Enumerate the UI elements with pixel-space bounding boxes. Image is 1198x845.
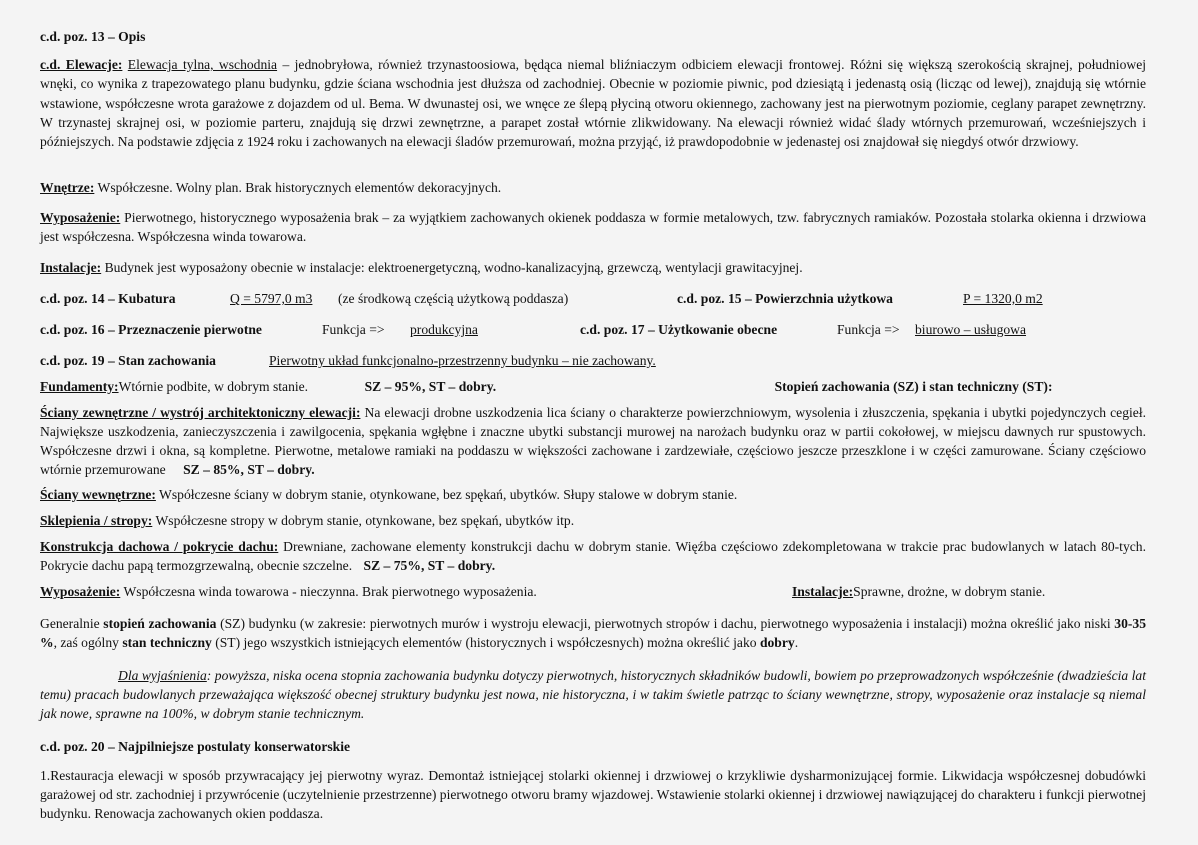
- wyposazenie2-label: Wyposażenie:: [40, 584, 121, 599]
- instalacje-text: Budynek jest wyposażony obecnie w instalacje: elektroenergetyczną, wodno-kanalizacyjną, grzewczą, wentylacji grawitacyjnej.: [101, 260, 803, 275]
- sciany-wewnetrzne-text: Współczesne ściany w dobrym stanie, otynkowane, bez spękań, ubytków. Słupy stalowe w dobrym stanie.: [155, 487, 738, 502]
- poz16-17-row: [40, 320, 1146, 339]
- dach-paragraph: [40, 537, 1146, 575]
- elewacje-label: c.d. Elewacje:: [40, 57, 123, 72]
- poz17-label: c.d. poz. 17 – Użytkowanie obecne: [580, 322, 778, 337]
- sciany-wewnetrzne-paragraph: [40, 485, 1146, 504]
- sklepienia-text: Współczesne stropy w dobrym stanie, otynkowane, bez spękań, ubytków itp.: [152, 513, 575, 528]
- elewacje-text: – jednobryłowa, również trzynastoosiowa, będąca niemal bliźniaczym odbiciem elewacji frontowej. Różni się większą szerokością skrajnej, południowej wnęki, co wynika z trapezowatego planu budynku, gdzie ściana wschodnia jest dłuższa od zachodniej. Obecnie w poziomie piwnic, pod dziesiątą i jedenastą osią (licząc od lewej), znajdują się wtórnie wstawione, współczesne wrota garażowe z dojazdem od ul. Bema. W dwunastej osi, we wnęce ze ślepą płyciną otworu okiennego, zachowany jest na pierwotnym poziomie, ceglany parapet zewnętrzny. W trzynastej skrajnej osi, w poziomie parteru, znajdują się drzwi zewnętrzne, a parapet został wtórnie zlikwidowany. Na elewacji również widać ślady wtórnych przemurowań, wcześniejszych i późniejszych. Na podstawie zdjęcia z 1924 roku i zachowanych na elewacji śladów przemurowań, można przyjąć, iż prawdopodobnie w jedenastej osi znajdował się niegdyś otwór drzwiowy.: [40, 57, 1147, 150]
- wyjasnienie-label: Dla wyjaśnienia: [118, 668, 207, 683]
- generalnie-b3: stan techniczny: [122, 635, 212, 650]
- poz15-label: c.d. poz. 15 – Powierzchnia użytkowa: [677, 291, 893, 306]
- generalnie-t3: , zaś ogólny: [53, 635, 123, 650]
- sciany-zewnetrzne-label: Ściany zewnętrzne / wystrój architektoniczny elewacji:: [40, 405, 361, 420]
- sciany-zewnetrzne-paragraph: [40, 403, 1146, 479]
- fundamenty-row: [40, 377, 1146, 396]
- wyposazenie2-block: [40, 582, 792, 601]
- poz16-value: produkcyjna: [410, 322, 478, 337]
- poz20-paragraph: 1.Restauracja elewacji w sposób przywracający jej pierwotny wyraz. Demontaż istniejącej stolarki okiennej i drzwiowej o krzykliwie dysharmonizującej formie. Likwidacja współczesnej dobudówki garażowej od str. zachodniej i przywrócenie (uczytelnienie przestrzenne) pierwotnego otworu bramy wjazdowej. Wstawienie stolarki okiennej i drzwiowej nawiązującej do charakteru i funkcji pierwotnej budynku. Renowacja zachowanych okien poddasza.: [40, 768, 1146, 821]
- elewacje-paragraph: [40, 55, 1146, 151]
- poz20-title: c.d. poz. 20 – Najpilniejsze postulaty konserwatorskie: [40, 739, 351, 754]
- generalnie-b1: stopień zachowania: [103, 616, 217, 631]
- wyposazenie-label: Wyposażenie:: [40, 210, 121, 225]
- sciany-zewnetrzne-rating: SZ – 85%, ST – dobry.: [183, 462, 315, 477]
- generalnie-t4: (ST) jego wszystkich istniejących elementów (historycznych i współczesnych) można określić jako: [211, 635, 760, 650]
- wyjasnienie-paragraph: [40, 666, 1146, 723]
- generalnie-paragraph: [40, 614, 1146, 652]
- section-title: c.d. poz. 13 – Opis: [40, 29, 146, 44]
- wnetrze-text: Współczesne. Wolny plan. Brak historycznych elementów dekoracyjnych.: [94, 180, 502, 195]
- poz17-value: biurowo – usługowa: [915, 322, 1027, 337]
- generalnie-b4: dobry: [759, 635, 795, 650]
- kubatura-note: (ze środkową częścią użytkową poddasza): [338, 291, 569, 306]
- generalnie-b2: 30-35 %: [40, 616, 1147, 650]
- generalnie-t1: Generalnie: [40, 616, 104, 631]
- wyposazenie-paragraph: [40, 208, 1146, 246]
- sciany-zewnetrzne-text: Na elewacji drobne uszkodzenia lica ściany o charakterze powierzchniowym, wysolenia i złuszczenia, spękania i ubytki pojedynczych cegieł. Największe uszkodzenia, zanieczyszczenia i zawilgocenia, spękania wgłębne i znaczne ubytki substancji murowej na narożach budynku oraz w partii cokołowej, w miejscu dawnych rur spustowych. Współczesne drzwi i okna, są kompletne. Pierwotne, metalowe ramiaki na poddaszu w większości zachowane i zardzewiałe, częściowo jeszcze przeszklone i w części zamurowane. Ściany częściowo wtórnie przemurowane: [40, 405, 1146, 477]
- instalacje-paragraph: [40, 258, 1146, 277]
- poz19-row: [40, 351, 1146, 370]
- instalacje-label: Instalacje:: [40, 260, 102, 275]
- wnetrze-label: Wnętrze:: [40, 180, 95, 195]
- sklepienia-paragraph: [40, 511, 1146, 530]
- poz19-label: c.d. poz. 19 – Stan zachowania: [40, 353, 216, 368]
- generalnie-t5: .: [794, 635, 799, 650]
- powierzchnia-value: P = 1320,0 m2: [963, 291, 1043, 306]
- sklepienia-label: Sklepienia / stropy:: [40, 513, 153, 528]
- dach-rating: SZ – 75%, ST – dobry.: [363, 558, 496, 573]
- elewacje-subject: Elewacja tylna, wschodnia: [127, 57, 278, 72]
- fundamenty-rating: SZ – 95%, ST – dobry.: [364, 379, 497, 394]
- wyposazenie-instalacje-row: [40, 582, 1146, 601]
- instalacje2-text: Sprawne, drożne, w dobrym stanie.: [853, 584, 1046, 599]
- poz17-prefix: Funkcja =>: [837, 322, 900, 337]
- kubatura-value: Q = 5797,0 m3: [230, 291, 313, 306]
- wyposazenie2-text: Współczesna winda towarowa - nieczynna. Brak pierwotnego wyposażenia.: [120, 584, 537, 599]
- dach-text: Drewniane, zachowane elementy konstrukcji dachu w dobrym stanie. Więźba częściowo zdekompletowana w trakcie prac budowlanych w latach 80-tych. Pokrycie dachu papą termozgrzewalną, obecnie szczelne.: [40, 539, 1146, 573]
- poz16-prefix: Funkcja =>: [322, 322, 385, 337]
- generalnie-t2: (SZ) budynku (w zakresie: pierwotnych murów i wystroju elewacji, pierwotnych stropów i dachu, pierwotnego wyposażenia i instalacji) można określić jako niski: [216, 616, 1115, 631]
- fundamenty-label: Fundamenty:: [40, 379, 119, 394]
- poz14-label: c.d. poz. 14 – Kubatura: [40, 291, 176, 306]
- instalacje2-label: Instalacje:: [792, 584, 854, 599]
- wnetrze-paragraph: [40, 178, 1146, 197]
- wyjasnienie-text: : powyższa, niska ocena stopnia zachowania budynku dotyczy pierwotnych, historycznych składników budowli, bowiem po przeprowadzonych współcześnie (dwadzieścia lat temu) pracach budowlanych przeważająca większość obecnej struktury budynku jest nowa, nie historyczna, i w takim świetle patrząc to ściany wewnętrzne, stropy, wyposażenie oraz instalacje są niemal jak nowe, sprawne na 100%, w dobrym stanie technicznym.: [40, 668, 1146, 721]
- poz19-value: Pierwotny układ funkcjonalno-przestrzenny budynku – nie zachowany.: [269, 353, 656, 368]
- poz16-label: c.d. poz. 16 – Przeznaczenie pierwotne: [40, 322, 262, 337]
- stan-header: Stopień zachowania (SZ) i stan techniczny (ST):: [774, 379, 1053, 394]
- sciany-wewnetrzne-label: Ściany wewnętrzne:: [40, 487, 156, 502]
- poz14-15-row: [40, 289, 1146, 308]
- wyposazenie-text: Pierwotnego, historycznego wyposażenia brak – za wyjątkiem zachowanych okienek poddasza w formie metalowych, tzw. fabrycznych ramiaków. Pozostała stolarka okienna i drzwiowa jest współczesna. Współczesna winda towarowa.: [40, 210, 1146, 244]
- fundamenty-text: Wtórnie podbite, w dobrym stanie.: [118, 379, 309, 394]
- dach-label: Konstrukcja dachowa / pokrycie dachu:: [40, 539, 279, 554]
